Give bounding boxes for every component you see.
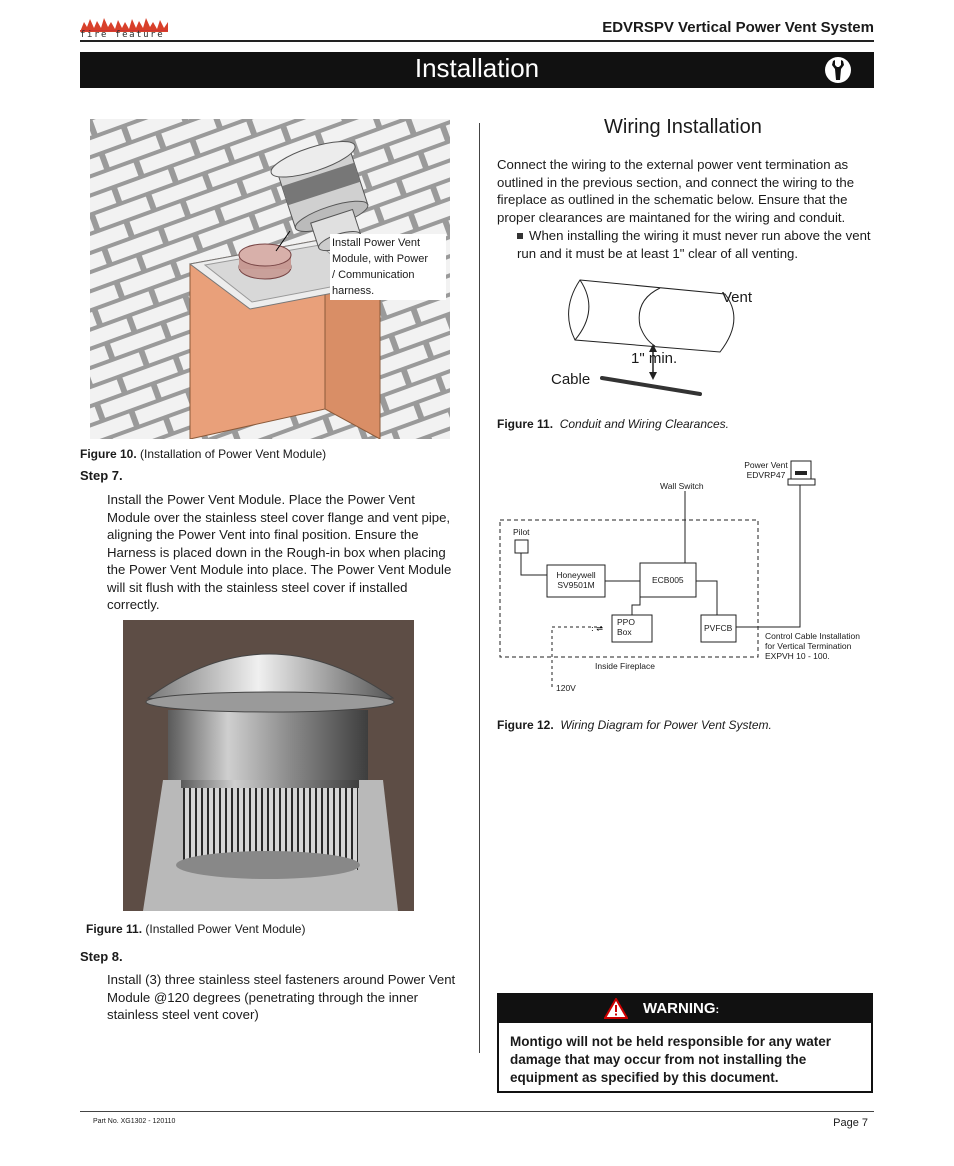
step-7-text: Install the Power Vent Module. Place the Power Vent Module over the stainless steel cover flange and vent pipe, aligning the Power Vent into final position. Ensure the Harness is placed down in the Rough-in box when placing the Power Vent Module into place. The Power Vent Module will sit flush with the stainless steel cover if installed correctly.: [107, 492, 452, 612]
vent-label: Vent: [722, 289, 753, 306]
figure-11-caption: Figure 11. (Installed Power Vent Module): [86, 922, 306, 936]
document-title: EDVRSPV Vertical Power Vent System: [602, 19, 874, 36]
wiring-intro: Connect the wiring to the external power vent termination as outlined in the previous section, and connect the wiring to the fireplace as outlined in the schematic below. Ensure that the proper clearances are maintaned for the wiring and conduit.: [497, 157, 855, 225]
step-8-label: Step 8.: [80, 949, 123, 964]
honeywell-label: Honeywell SV9501M: [556, 570, 596, 590]
warning-label: WARNING:: [643, 1000, 720, 1017]
figure-10-callout: Install Power Vent Module, with Power / Communication harness.: [330, 234, 446, 300]
figure-10-caption: Figure 10. (Installation of Power Vent Module): [80, 447, 327, 461]
section-banner: [80, 52, 874, 88]
ppo-box-label: PPO Box: [617, 617, 635, 637]
figure-12-caption: Figure 12. Wiring Diagram for Power Vent System.: [497, 718, 772, 732]
figure-11-photo: [123, 620, 414, 911]
logo-text: fire feature: [80, 30, 168, 41]
wrench-icon: [824, 56, 852, 84]
ecb005-label: ECB005: [652, 575, 684, 585]
120v-label: 120V: [556, 683, 576, 693]
pilot-label: Pilot: [513, 527, 530, 537]
warning-text: Montigo will not be held responsible for any water damage that may occur from not installing the equipment as specified by this document.: [510, 1034, 832, 1085]
banner-title: Installation: [414, 53, 540, 83]
figure-10-image: [90, 119, 450, 439]
bullet-square-icon: [517, 233, 523, 239]
power-vent-label: Power Vent EDVRP47: [744, 460, 788, 480]
inside-fireplace-label: Inside Fireplace: [595, 661, 656, 671]
wiring-bullet: When installing the wiring it must never run above the vent run and it must be at least 1" clear of all venting.: [517, 228, 871, 261]
min-clearance-label: 1" min.: [631, 350, 678, 367]
figure-11-right-caption: Figure 11. Conduit and Wiring Clearances.: [497, 417, 730, 431]
footer-rule: [80, 1111, 874, 1112]
pvfcb-label: PVFCB: [704, 623, 733, 633]
warning-header: [499, 995, 871, 1023]
warning-box: [497, 993, 873, 1093]
column-divider: [479, 123, 480, 1053]
wiring-installation-title: Wiring Installation: [604, 116, 762, 138]
page-number: Page 7: [833, 1117, 868, 1129]
header-rule: [80, 40, 874, 42]
part-number: Part No. XG1302 - 120110: [93, 1118, 176, 1125]
warning-triangle-icon: [604, 998, 628, 1019]
step-7-label: Step 7.: [80, 468, 123, 483]
control-cable-label: Control Cable Installation for Vertical Termination EXPVH 10 - 100.: [765, 631, 860, 661]
svg-text:: ⇌: : ⇌: [591, 624, 603, 633]
installed-vent-illustration: [123, 620, 414, 911]
cable-label: Cable: [551, 371, 591, 388]
step-8-text: Install (3) three stainless steel fasteners around Power Vent Module @120 degrees (penetrating through the inner stainless steel vent cover): [107, 972, 456, 1022]
wall-switch-label: Wall Switch: [660, 481, 704, 491]
